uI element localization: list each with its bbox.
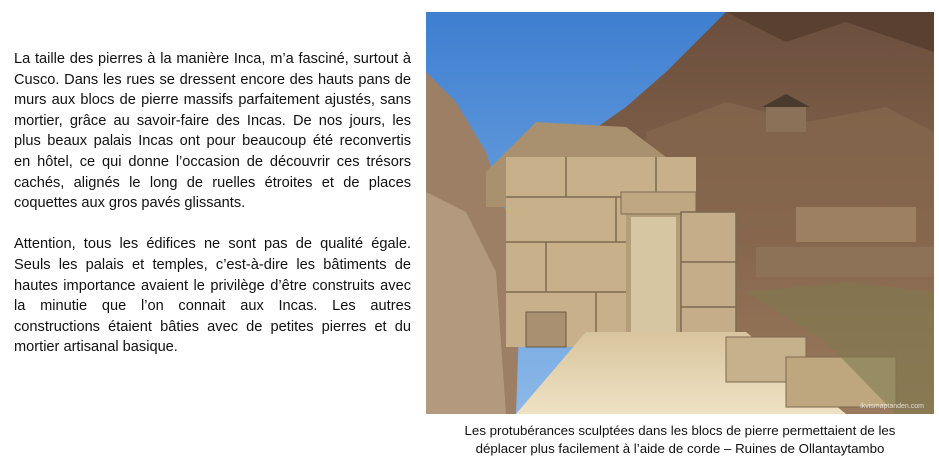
paragraph-2: Attention, tous les édifices ne sont pas de qualité égale. Seuls les palais et temples, c’est-à-dire les bâtiments de hautes importance avaient le privilège d’être construits avec la minutie que l’on connait aux Incas. Les autres constructions étaient bâties avec de petites pierres et du mortier artisanal basique. — [14, 236, 411, 356]
caption-line-1: Les protubérances sculptées dans les blocs de pierre permettaient de les — [464, 423, 896, 438]
ollantaytambo-photo — [426, 12, 934, 414]
caption-line-2: déplacer plus facilement à l’aide de corde – Ruines de Ollantaytambo — [475, 441, 885, 456]
ruins-illustration — [426, 12, 934, 414]
paragraph-1: La taille des pierres à la manière Inca, m’a fasciné, surtout à Cusco. Dans les rues se dressent encore des hauts pans de murs aux blocs de pierre massifs parfaitement ajustés, sans mortier, grâce au savoir-faire des Incas. De nos jours, les plus beaux palais Incas ont pour beaucoup été reconvertis en hôtel, ce qui donne l’occasion de découvrir ces trésors cachés, alignés le long de ruelles étroites et de places coquettes aux gros pavés glissants. — [14, 51, 411, 212]
article-text — [14, 49, 411, 379]
photo-caption — [426, 422, 934, 458]
photo-watermark: ikvismaptanden.com — [860, 403, 924, 410]
